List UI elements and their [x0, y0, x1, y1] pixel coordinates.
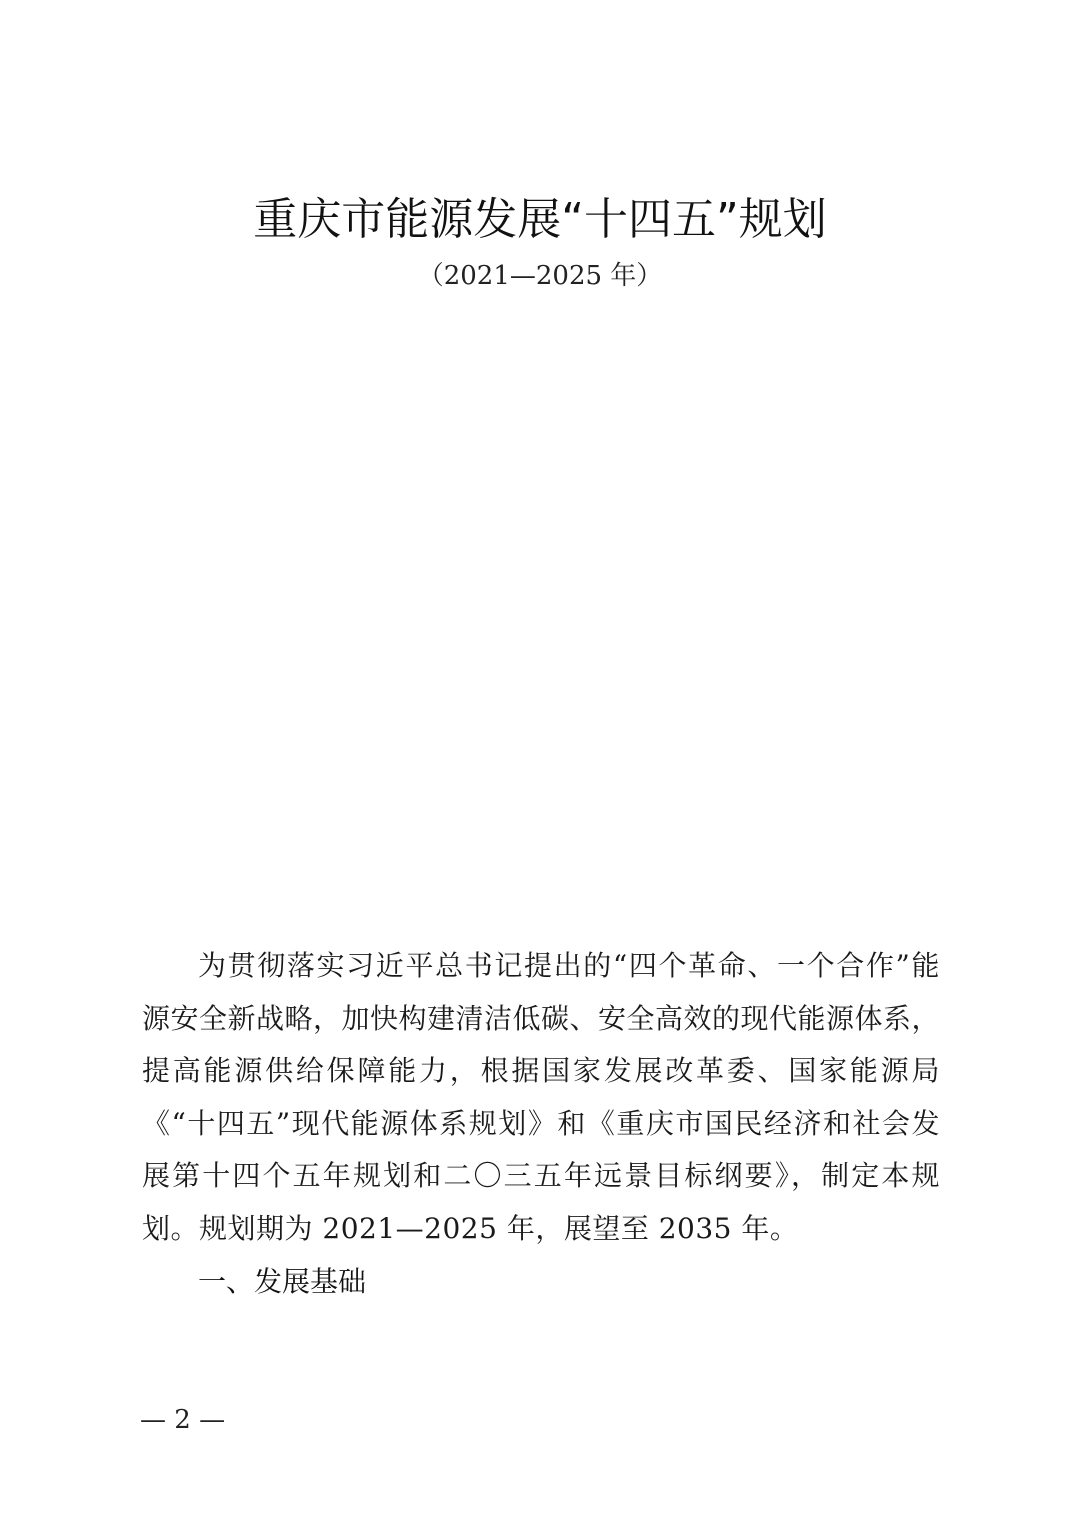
section-heading: 一、发展基础 — [198, 1265, 367, 1298]
document-subtitle: （2021—2025 年） — [417, 261, 663, 291]
page-number: — 2 — — [140, 1405, 226, 1435]
intro-paragraph: 为贯彻落实习近平总书记提出的“四个革命、一个合作”能源安全新战略，加快构建清洁低碳、安全高效的现代能源体系，提高能源供给保障能力，根据国家发展改革委、国家能源局《“十四五”现代能源体系规划》和《重庆市国民经济和社会发展第十四个五年规划和二〇三五年远景目标纲要》，制定本规划。规划期为 2021—2025 年，展望至 2035 年。 — [142, 949, 941, 1245]
document-title: 重庆市能源发展“十四五”规划 — [253, 194, 827, 245]
